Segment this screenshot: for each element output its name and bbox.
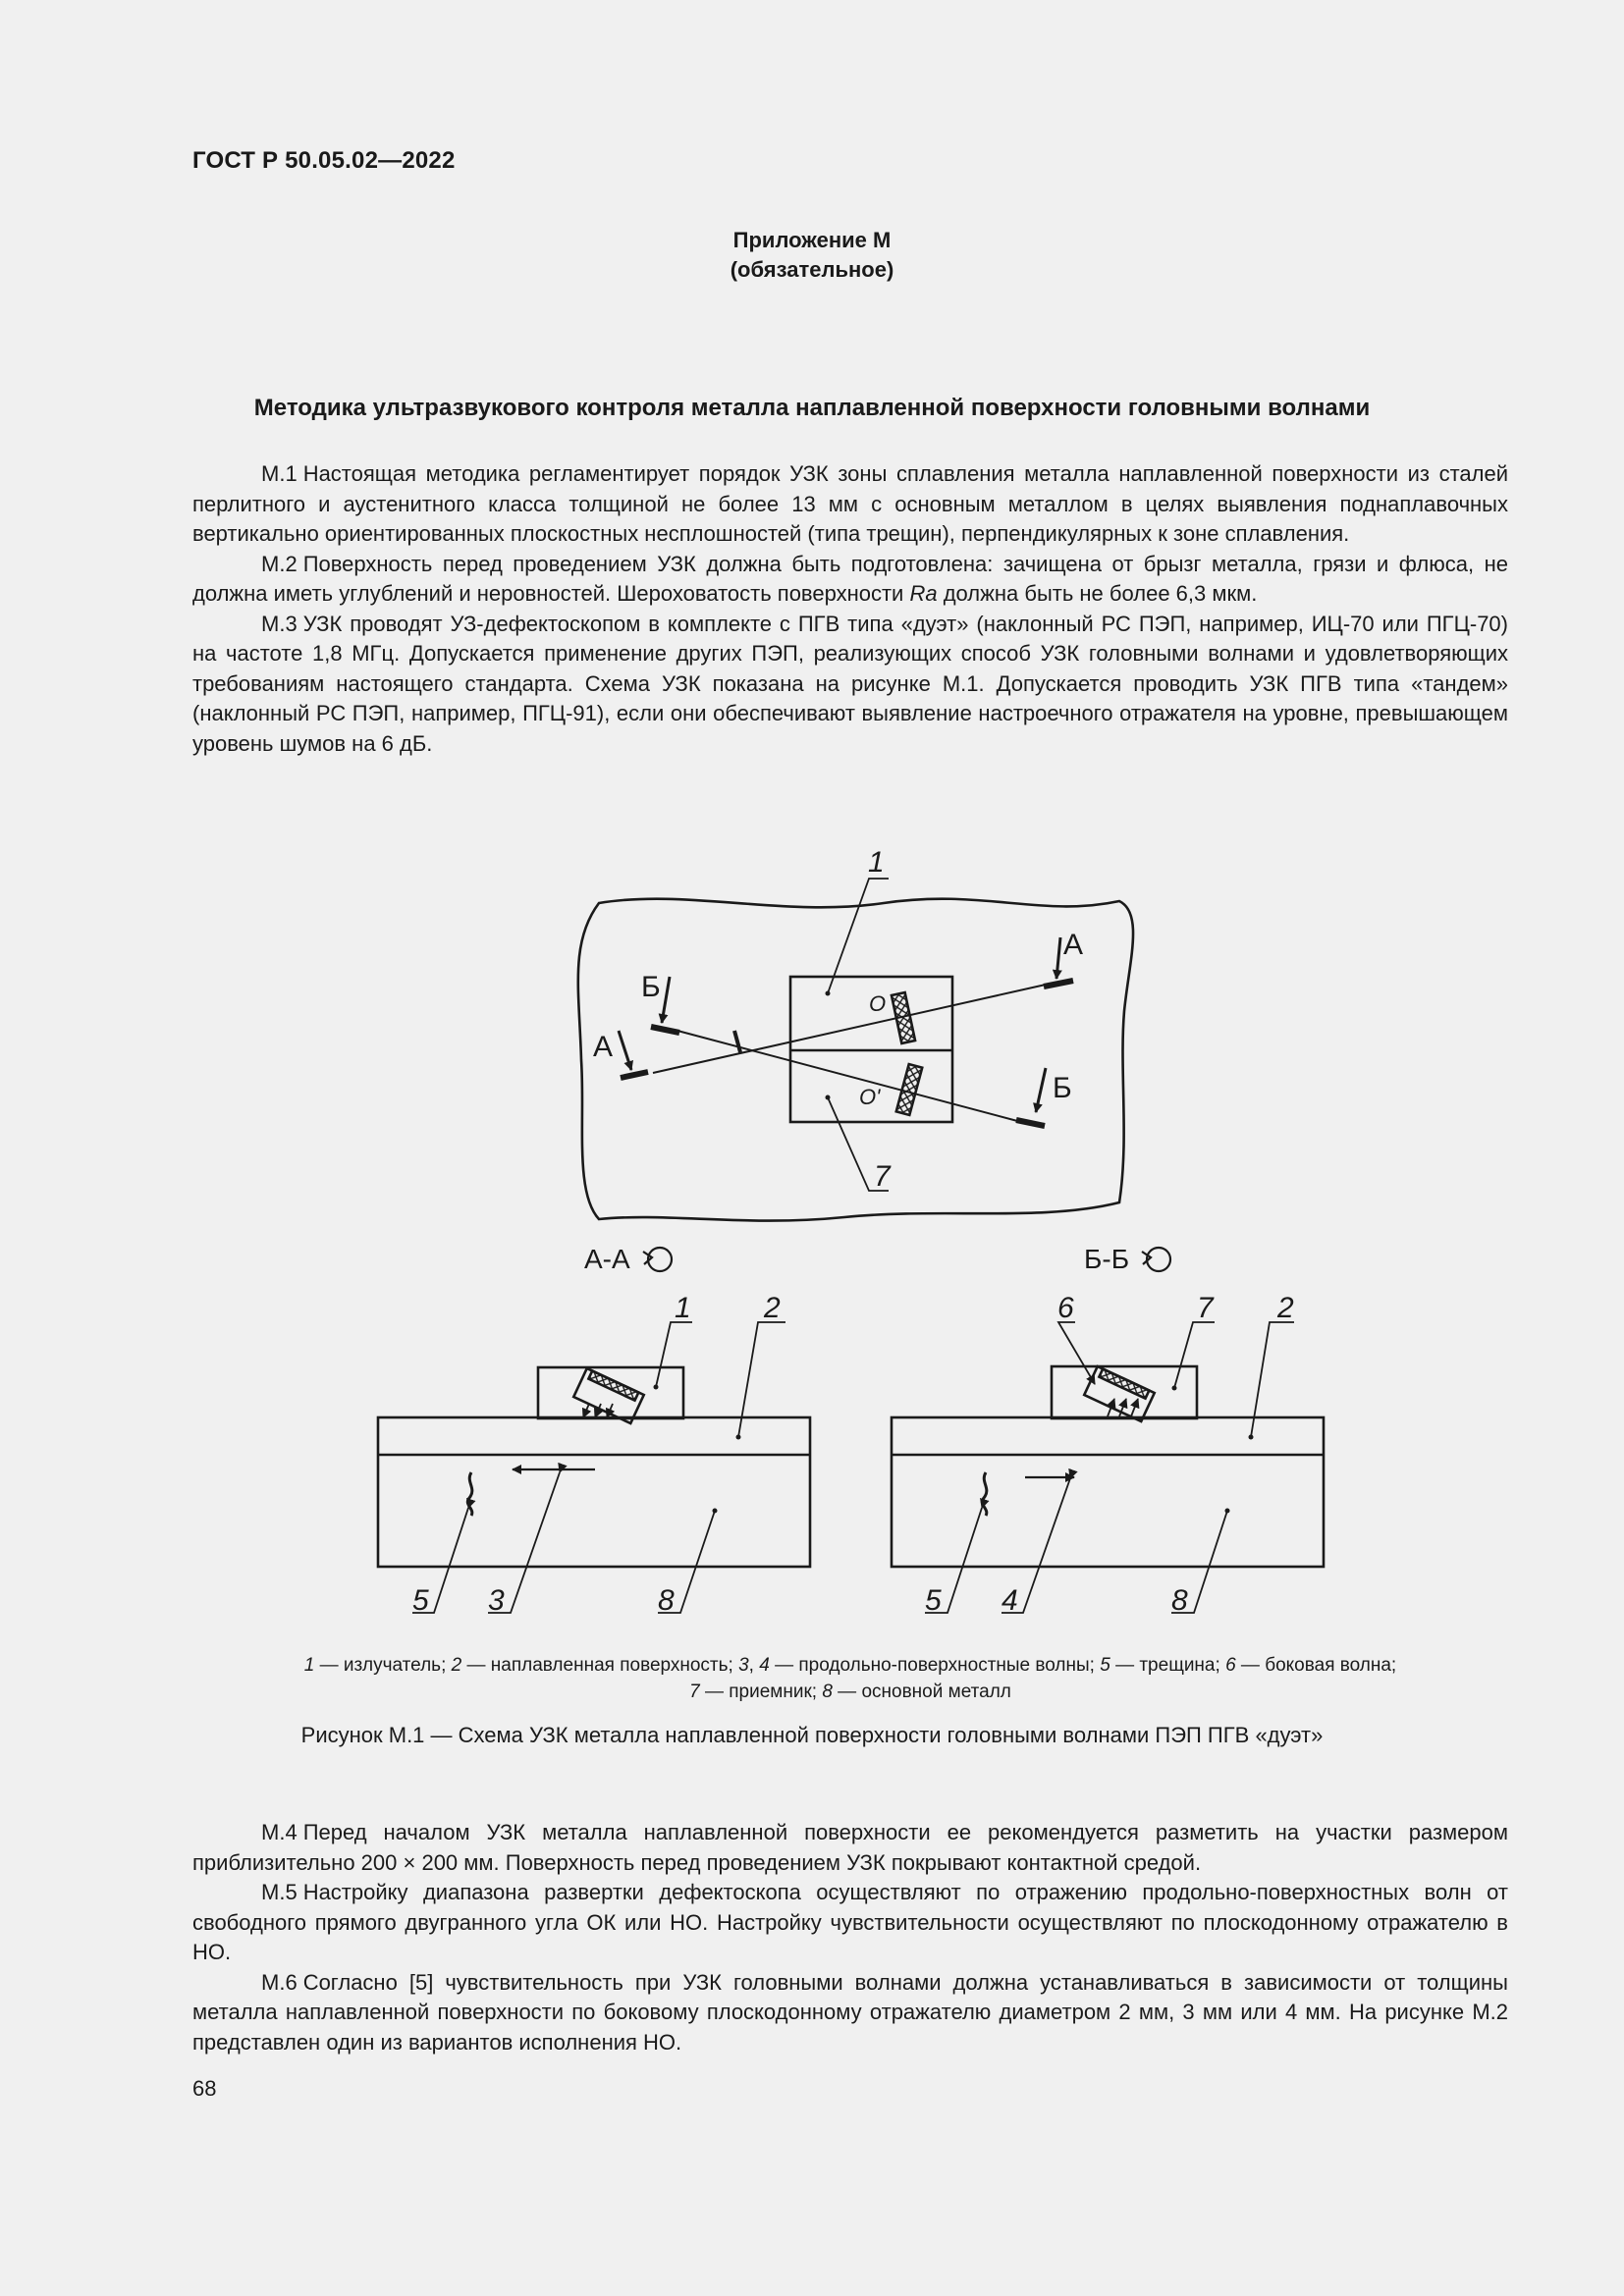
legend-number: 2 <box>451 1655 462 1676</box>
label-bb-2: 2 <box>1277 1292 1294 1324</box>
paragraph-text: должна быть не более 6,3 мкм. <box>937 581 1258 606</box>
figure-legend <box>192 1652 1508 1705</box>
section-aa <box>378 1322 810 1613</box>
legend-number: 1 <box>303 1655 315 1676</box>
legend-text: — основной металл <box>832 1682 1011 1702</box>
label-plan-7: 7 <box>874 1160 891 1193</box>
label-b-left: Б <box>641 971 661 1003</box>
paragraph-m2 <box>192 550 1508 610</box>
legend-text: — приемник; <box>699 1682 823 1702</box>
paragraph-m4 <box>192 1818 1508 1878</box>
legend-number: 4 <box>759 1655 770 1676</box>
label-aa-1: 1 <box>675 1292 691 1324</box>
rotate-icon <box>643 1248 672 1271</box>
section-line-bb <box>677 1031 1021 1122</box>
paragraph-m3 <box>192 610 1508 760</box>
paragraph-m5 <box>192 1878 1508 1968</box>
dot-bb-7 <box>1172 1386 1177 1391</box>
label-a-right: А <box>1063 929 1084 961</box>
label-aa-5: 5 <box>412 1584 429 1617</box>
crystal-hatch <box>1099 1369 1149 1399</box>
legend-text: — излучатель; <box>314 1655 452 1676</box>
fusion-tick <box>734 1031 740 1052</box>
label-o: O <box>869 991 887 1016</box>
appendix-status: (обязательное) <box>730 257 894 282</box>
label-aa-8: 8 <box>658 1584 675 1617</box>
paragraph-text: Настоящая методика регламентирует порядок УЗК зоны сплавления металла наплавленной поверхности из сталей перлитного и аустенитного класса толщиной не более 13 мм с основным металлом в целях выявления поднаплавочных вертикально ориентированных плоскостных несплошностей (типа трещин), перпендикулярных к зоне сплавления. <box>192 461 1508 546</box>
document-code: ГОСТ Р 50.05.02—2022 <box>192 147 456 174</box>
arrow-b-left <box>662 977 670 1023</box>
figure-caption: Рисунок М.1 — Схема УЗК металла наплавленной поверхности головными волнами ПЭП ПГВ «дуэт» <box>300 1723 1324 1747</box>
leader-bb-7 <box>1174 1322 1215 1388</box>
figure-m1 <box>0 839 1624 1625</box>
leader-aa-2 <box>738 1322 785 1437</box>
label-b-right: Б <box>1053 1072 1072 1104</box>
label-aa-2: 2 <box>764 1292 781 1324</box>
paragraph-text: Согласно [5] чувствительность при УЗК головными волнами должна устанавливаться в зависимости от толщины металла наплавленной поверхности по боковому плоскодонному отражателю диаметром 2 мм, 3 мм или 4 мм. На рисунке М.2 представлен один из вариантов исполнения НО. <box>192 1969 1508 2055</box>
dot-aa-8 <box>713 1509 718 1514</box>
dot-1 <box>826 991 831 996</box>
section-mark-a-left <box>621 1072 648 1078</box>
surface-outline <box>578 899 1133 1221</box>
leader-bb-6 <box>1058 1322 1095 1384</box>
beam-3 <box>1131 1399 1138 1416</box>
dot-aa-2 <box>736 1435 741 1440</box>
appendix-title: Приложение М <box>732 228 892 252</box>
base-plate <box>378 1417 810 1567</box>
arrow-b-right <box>1036 1068 1046 1112</box>
label-bb-8: 8 <box>1171 1584 1188 1617</box>
label-bb-4: 4 <box>1001 1584 1018 1617</box>
dot-bb-8 <box>1225 1509 1230 1514</box>
label-bb-7: 7 <box>1197 1292 1214 1324</box>
receiver-housing <box>1052 1366 1197 1418</box>
arrow-a-right <box>1056 937 1060 979</box>
dot-7 <box>826 1095 831 1100</box>
roughness-symbol: Ra <box>909 581 938 606</box>
label-bb-5: 5 <box>925 1584 942 1617</box>
plan-view <box>578 879 1133 1221</box>
crack <box>982 1472 987 1516</box>
label-bb-6: 6 <box>1057 1292 1074 1324</box>
legend-number: 8 <box>822 1682 833 1702</box>
rotate-icon <box>1142 1248 1170 1271</box>
appendix-heading <box>0 226 1624 285</box>
legend-text: — наплавленная поверхность; <box>461 1655 739 1676</box>
paragraph-m6 <box>192 1968 1508 2058</box>
legend-line-1 <box>192 1652 1508 1679</box>
crystal-hatch <box>588 1371 638 1401</box>
dot-bb-2 <box>1249 1435 1254 1440</box>
paragraph-m1 <box>192 459 1508 550</box>
figure-m1-drawing <box>0 839 1624 1625</box>
label-aa-3: 3 <box>488 1584 505 1617</box>
label-a-left: А <box>593 1031 614 1063</box>
paragraph-number: М.6 <box>261 1969 298 1995</box>
section-line-aa <box>653 985 1046 1073</box>
section-mark-b-left <box>651 1027 679 1033</box>
paragraph-text: Настройку диапазона развертки дефектоскопа осуществляют по отражению продольно-поверхностных волн от свободного прямого двугранного угла ОК или НО. Настройку чувствительности осуществляют по плоскодонному отражателю в НО. <box>192 1880 1508 1964</box>
legend-number: 5 <box>1100 1655 1110 1676</box>
paragraph-number: М.1 <box>261 461 298 486</box>
section-title: Методика ультразвукового контроля металла наплавленной поверхности головными волнами <box>253 395 1371 421</box>
legend-text: , <box>748 1655 760 1676</box>
legend-number: 6 <box>1225 1655 1236 1676</box>
legend-number: 3 <box>738 1655 749 1676</box>
label-o-prime: O' <box>859 1085 881 1109</box>
page-number: 68 <box>192 2076 217 2101</box>
paragraph-text: Поверхность перед проведением УЗК должна быть подготовлена: зачищена от брызг металла, грязи и флюса, не должна иметь углублений и неровностей. Шероховатость поверхности <box>192 551 1508 606</box>
arrow-a-left <box>619 1031 631 1070</box>
paragraph-number: М.2 <box>261 551 298 576</box>
section-aa-title: А-А <box>584 1244 630 1274</box>
text-block-continuation <box>192 1818 1508 2057</box>
legend-text: — продольно-поверхностные волны; <box>769 1655 1101 1676</box>
leader-aa-1 <box>656 1322 692 1387</box>
legend-text: — трещина; <box>1110 1655 1226 1676</box>
paragraph-number: М.5 <box>261 1880 298 1904</box>
legend-number: 7 <box>689 1682 700 1702</box>
beam-2 <box>595 1404 601 1417</box>
paragraph-text: УЗК проводят УЗ-дефектоскопом в комплекте с ПГВ типа «дуэт» (наклонный РС ПЭП, например, ИЦ-70 или ПГЦ-70) на частоте 1,8 МГц. Допускается применение других ПЭП, реализующих способ УЗК головными волнами и удовлетворяющих требованиям настоящего стандарта. Схема УЗК показана на рисунке М.1. Допускается проводить УЗК ПГВ типа «тандем» (наклонный РС ПЭП, например, ПГЦ-91), если они обеспечивают выявление настроечного отражателя на уровне, превышающем уровень шумов на 6 дБ. <box>192 611 1508 756</box>
section-bb <box>892 1322 1324 1613</box>
section-bb-title: Б-Б <box>1084 1244 1130 1274</box>
beam-1 <box>583 1404 589 1417</box>
legend-text: — боковая волна; <box>1235 1655 1397 1676</box>
section-mark-b-right <box>1016 1120 1045 1126</box>
legend-line-2 <box>192 1679 1508 1705</box>
leader-bb-2 <box>1251 1322 1294 1437</box>
paragraph-text: Перед началом УЗК металла наплавленной поверхности ее рекомендуется разметить на участки размером приблизительно 200 × 200 мм. Поверхность перед проведением УЗК покрывают контактной средой. <box>192 1820 1508 1875</box>
text-block-intro <box>192 459 1508 759</box>
section-mark-a-right <box>1044 981 1073 987</box>
paragraph-number: М.3 <box>261 611 298 636</box>
label-plan-1: 1 <box>868 846 885 879</box>
base-plate <box>892 1417 1324 1567</box>
emitter-housing <box>538 1367 683 1418</box>
dot-aa-1 <box>654 1385 659 1390</box>
paragraph-number: М.4 <box>261 1820 298 1844</box>
